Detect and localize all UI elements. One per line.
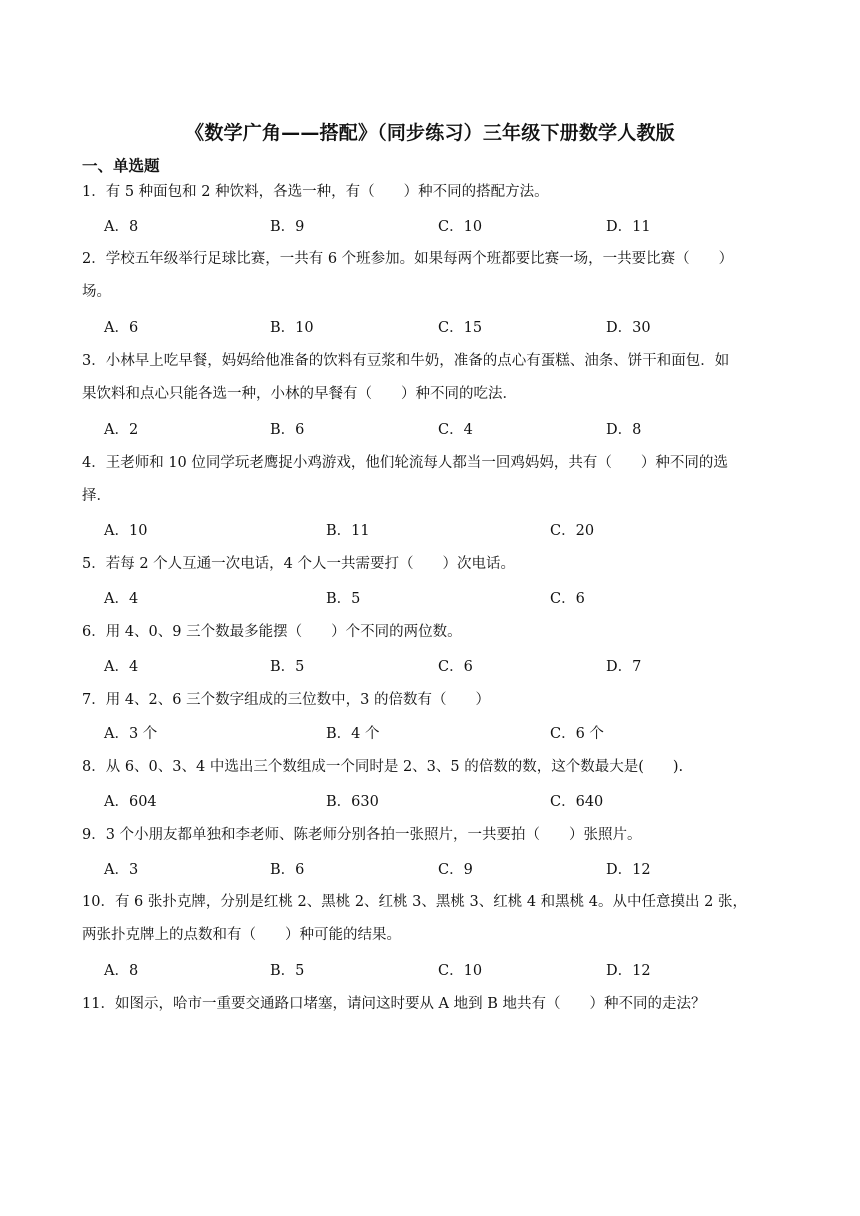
option-d: D．8 [606, 422, 642, 438]
option-a: A．6 [104, 320, 139, 336]
option-c: C．20 [550, 523, 595, 539]
option-d: D．12 [606, 862, 651, 878]
option-b: B．6 [270, 422, 305, 438]
question-text-continued: 择． [82, 488, 111, 504]
option-c: C．6 [550, 591, 585, 607]
option-b: B．9 [270, 219, 305, 235]
question-8 [82, 751, 782, 784]
question-text: 7．用 4、2、6 三个数字组成的三位数中，3 的倍数有（ ） [82, 692, 490, 708]
question-text: 9．3 个小朋友都单独和李老师、陈老师分别各拍一张照片，一共要拍（ ）张照片。 [82, 827, 642, 843]
option-c: C．15 [438, 320, 483, 336]
option-c: C．6 个 [550, 726, 604, 742]
option-a: A．3 个 [104, 726, 158, 742]
question-text-continued: 场。 [82, 284, 111, 300]
option-d: D．11 [606, 219, 651, 235]
option-d: D．7 [606, 659, 642, 675]
option-a: A．604 [104, 794, 157, 810]
option-b: B．4 个 [326, 726, 380, 742]
option-b: B．11 [326, 523, 370, 539]
question-9 [82, 819, 782, 852]
option-c: C．4 [438, 422, 473, 438]
option-b: B．10 [270, 320, 314, 336]
option-a: A．3 [104, 862, 139, 878]
option-b: B．5 [270, 963, 305, 979]
question-1 [82, 176, 782, 209]
question-4 [82, 447, 782, 513]
question-text-continued: 两张扑克牌上的点数和有（ ）种可能的结果。 [82, 927, 401, 943]
option-a: A．8 [104, 219, 139, 235]
question-text: 4．王老师和 10 位同学玩老鹰捉小鸡游戏，他们轮流每人都当一回鸡妈妈，共有（ ）种不同的选 [82, 455, 728, 471]
option-c: C．10 [438, 219, 483, 235]
option-a: A．2 [104, 422, 139, 438]
option-b: B．6 [270, 862, 305, 878]
option-c: C．9 [438, 862, 473, 878]
question-text: 6．用 4、0、9 三个数最多能摆（ ）个不同的两位数。 [82, 624, 462, 640]
option-c: C．10 [438, 963, 483, 979]
option-d: D．12 [606, 963, 651, 979]
option-d: D．30 [606, 320, 651, 336]
question-6 [82, 616, 782, 649]
question-text: 1．有 5 种面包和 2 种饮料，各选一种，有（ ）种不同的搭配方法。 [82, 184, 549, 200]
question-text: 2．学校五年级举行足球比赛，一共有 6 个班参加。如果每两个班都要比赛一场，一共要比赛（ ） [82, 251, 734, 267]
option-b: B．5 [270, 659, 305, 675]
page-title: 《数学广角——搭配》（同步练习）三年级下册数学人教版 [185, 122, 675, 144]
question-11 [82, 988, 782, 1021]
option-a: A．4 [104, 659, 139, 675]
question-text: 8．从 6、0、3、4 中选出三个数组成一个同时是 2、3、5 的倍数的数，这个数最大是( ). [82, 759, 684, 775]
option-a: A．8 [104, 963, 139, 979]
question-3 [82, 345, 782, 411]
question-2 [82, 243, 782, 309]
question-7 [82, 684, 782, 717]
question-text: 11．如图示，哈市一重要交通路口堵塞，请问这时要从 A 地到 B 地共有（ ）种不同的走法？ [82, 996, 706, 1012]
option-b: B．630 [326, 794, 379, 810]
question-text: 10．有 6 张扑克牌，分别是红桃 2、黑桃 2、红桃 3、黑桃 3、红桃 4 和黑桃 4。从中任意摸出 2 张， [82, 894, 747, 910]
section-heading: 一、单选题 [82, 157, 160, 175]
option-a: A．4 [104, 591, 139, 607]
question-text: 3．小林早上吃早餐，妈妈给他准备的饮料有豆浆和牛奶，准备的点心有蛋糕、油条、饼干和面包．如 [82, 353, 730, 369]
question-text: 5．若每 2 个人互通一次电话，4 个人一共需要打（ ）次电话。 [82, 556, 516, 572]
question-5 [82, 548, 782, 581]
question-10 [82, 886, 782, 952]
question-text-continued: 果饮料和点心只能各选一种，小林的早餐有（ ）种不同的吃法． [82, 386, 517, 402]
option-b: B．5 [326, 591, 361, 607]
option-c: C．6 [438, 659, 473, 675]
option-a: A．10 [104, 523, 148, 539]
option-c: C．640 [550, 794, 604, 810]
